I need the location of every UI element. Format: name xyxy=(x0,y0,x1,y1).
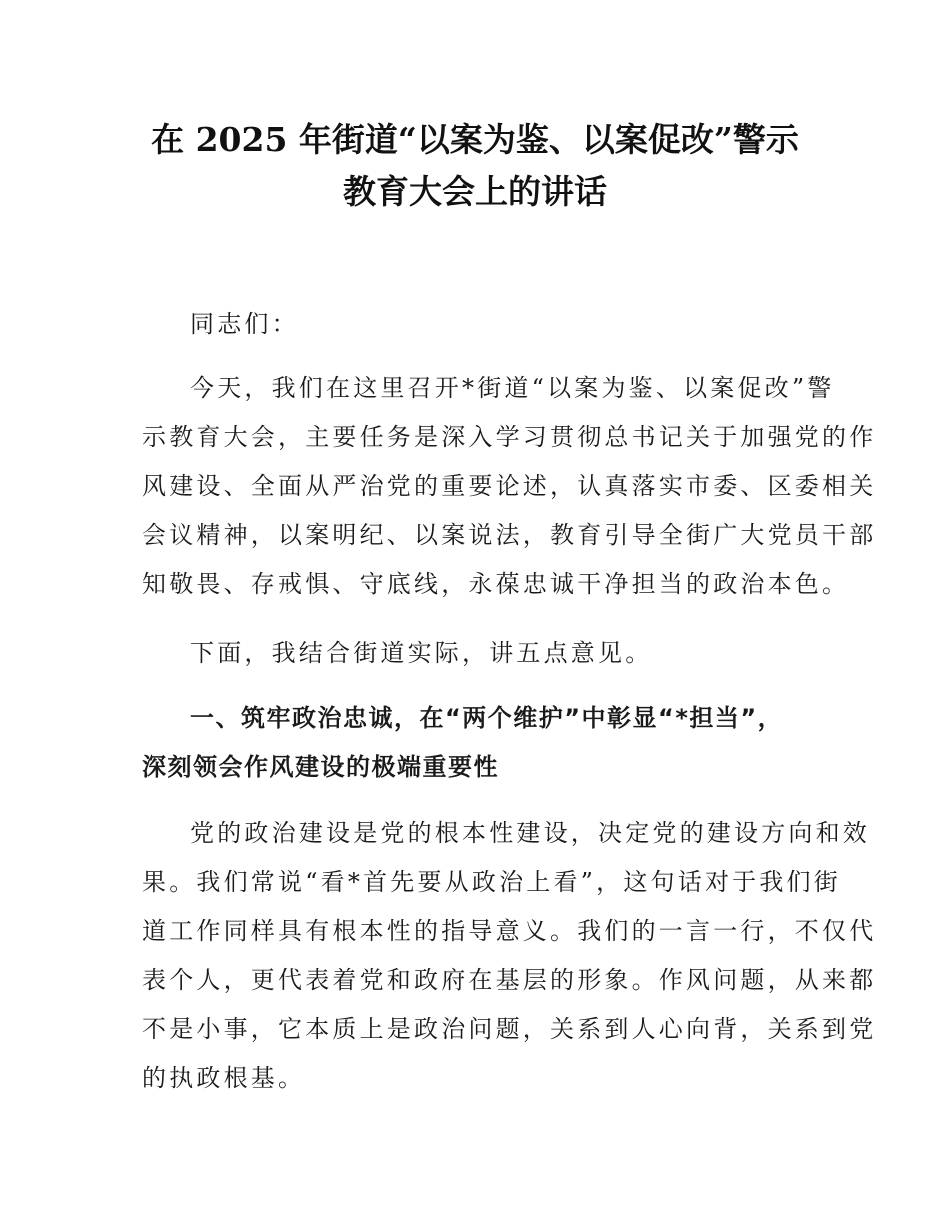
section-heading-line: 一、筑牢政治忠诚，在“两个维护”中彰显“*担当”， xyxy=(190,704,784,732)
paragraph-line: 示教育大会，主要任务是深入学习贯彻总书记关于加强党的作 xyxy=(142,423,877,451)
paragraph-line: 道工作同样具有根本性的指导意义。我们的一言一行，不仅代 xyxy=(142,917,877,945)
salutation-text: 同志们： xyxy=(190,310,299,338)
paragraph-line: 会议精神，以案明纪、以案说法，教育引导全街广大党员干部 xyxy=(142,521,877,549)
document-title-line-2: 教育大会上的讲话 xyxy=(343,172,607,211)
paragraph-line: 下面，我结合街道实际，讲五点意见。 xyxy=(190,639,653,667)
paragraph-line: 表个人，更代表着党和政府在基层的形象。作风问题，从来都 xyxy=(142,966,877,994)
paragraph-line: 的执政根基。 xyxy=(142,1064,306,1092)
document-title-line-1: 在 2025 年街道“以案为鉴、以案促改”警示 xyxy=(151,120,799,159)
paragraph-line: 不是小事，它本质上是政治问题，关系到人心向背，关系到党 xyxy=(142,1015,877,1043)
paragraph-line: 党的政治建设是党的根本性建设，决定党的建设方向和效 xyxy=(190,819,870,847)
paragraph-line: 知敬畏、存戒惧、守底线，永葆忠诚干净担当的政治本色。 xyxy=(142,570,850,598)
paragraph-line: 果。我们常说“看*首先要从政治上看”，这句话对于我们街 xyxy=(142,868,841,896)
section-heading-line: 深刻领会作风建设的极端重要性 xyxy=(142,753,499,781)
paragraph-line: 今天，我们在这里召开*街道“以案为鉴、以案促改”警 xyxy=(190,374,835,402)
paragraph-line: 风建设、全面从严治党的重要论述，认真落实市委、区委相关 xyxy=(142,472,877,500)
